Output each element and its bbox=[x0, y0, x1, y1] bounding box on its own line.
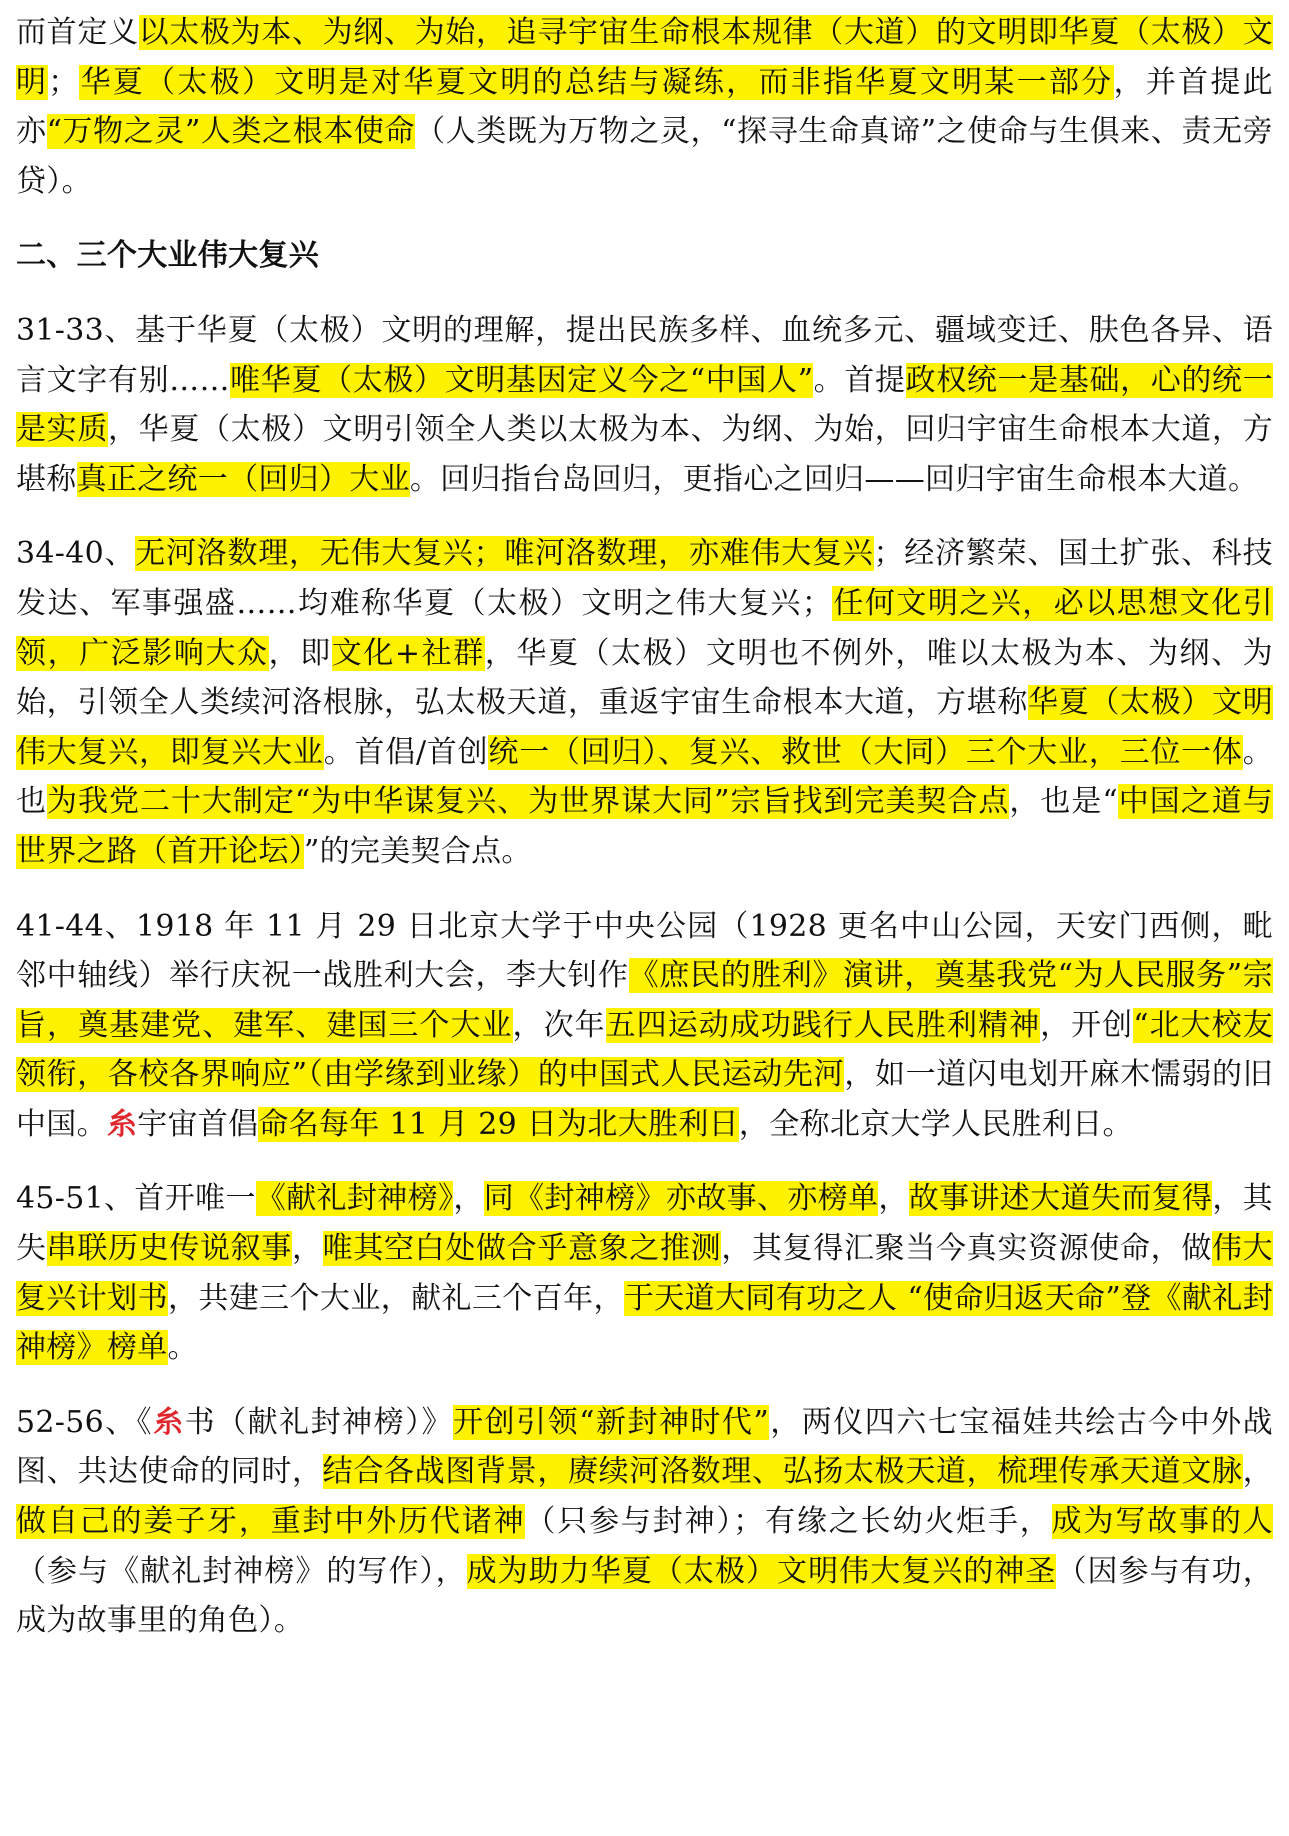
highlighted-text: 任何文明之兴，必以思想文化引领，广泛影响大众 bbox=[16, 585, 1273, 671]
section-heading bbox=[16, 231, 1273, 281]
highlighted-text: 成为助力华夏（太极）文明伟大复兴的神圣 bbox=[466, 1553, 1057, 1589]
highlighted-text: 故事讲述大道失而复得 bbox=[908, 1181, 1213, 1217]
highlighted-text: 开创引领“新封神时代” bbox=[453, 1404, 770, 1440]
text-segment: ，如一道闪电划开麻木懦弱的旧中国。 bbox=[16, 1057, 1273, 1142]
highlighted-text: “北大校友领衔，各校各界响应”（由学缘到业缘）的中国式人民运动先河 bbox=[16, 1007, 1273, 1093]
highlighted-text: 真正之统一（回归）大业 bbox=[76, 461, 410, 497]
paragraph-p45-51 bbox=[16, 1174, 1273, 1372]
text-segment: 。 bbox=[167, 1330, 198, 1366]
highlighted-text: 结合各战图背景，赓续河洛数理、弘扬太极天道，梳理传承天道文脉 bbox=[322, 1454, 1243, 1490]
highlighted-text: 唯其空白处做合乎意象之推测 bbox=[322, 1231, 722, 1267]
highlighted-text: 伟大复兴计划书 bbox=[16, 1231, 1273, 1316]
text-segment: 45-51、首开唯一 bbox=[16, 1181, 256, 1217]
text-segment: 二、三个大业伟大复兴 bbox=[16, 238, 319, 274]
text-segment: （人类既为万物之灵，“探寻生命真谛”之使命与生俱来、责无旁贷）。 bbox=[16, 114, 1273, 199]
highlighted-text: 华夏（太极）文明伟大复兴，即复兴大业 bbox=[16, 685, 1274, 770]
text-segment: ，两仪四六七宝福娃共绘古今中外战图、共达使命的同时， bbox=[16, 1404, 1273, 1490]
text-segment: ， bbox=[292, 1231, 323, 1267]
highlighted-text: 以太极为本、为纲、为始，追寻宇宙生命根本规律（大道）的文明即华夏（太极）文明 bbox=[16, 15, 1273, 100]
text-segment: ，也是“ bbox=[1009, 784, 1119, 820]
seal-logo-icon: ⽷ bbox=[153, 1404, 184, 1440]
highlighted-text: 无河洛数理，无伟大复兴；唯河洛数理，亦难伟大复兴 bbox=[135, 536, 874, 572]
highlighted-text: 统一（回归）、复兴、救世（大同）三个大业，三位一体 bbox=[488, 734, 1243, 770]
text-segment: 。回归指台岛回归，更指心之回归——回归宇宙生命根本大道。 bbox=[409, 461, 1259, 497]
text-segment: ，华夏（太极）文明引领全人类以太极为本、为纲、为始，回归宇宙生命根本大道，方堪称 bbox=[16, 412, 1273, 497]
text-segment: （参与《献礼封神榜》的写作）， bbox=[16, 1553, 467, 1589]
text-segment: （因参与有功，成为故事里的角色）。 bbox=[16, 1553, 1274, 1639]
highlighted-text: “万物之灵”人类之根本使命 bbox=[46, 114, 416, 150]
paragraph-p34-40 bbox=[16, 529, 1273, 876]
highlighted-text: 文化+社群 bbox=[331, 635, 485, 671]
text-segment: ，其复得汇聚当今真实资源使命，做 bbox=[721, 1231, 1212, 1267]
highlighted-text: 命名每年 11 月 29 日为北大胜利日 bbox=[258, 1106, 739, 1142]
highlighted-text: 《庶民的胜利》演讲，奠基我党“为人民服务”宗旨，奠基建党、建军、建国三个大业 bbox=[16, 958, 1274, 1043]
paragraph-p52-56 bbox=[16, 1398, 1273, 1646]
highlighted-text: 同《封神榜》亦故事、亦榜单 bbox=[483, 1181, 879, 1217]
paragraph-p41-44 bbox=[16, 902, 1273, 1150]
text-segment: 41-44、1918 年 11 月 29 日北京大学于中央公园（1928 更名中山公园，天安门西侧，毗邻中轴线）举行庆祝一战胜利大会，李大钊作 bbox=[16, 908, 1273, 994]
text-segment: ，共建三个大业，献礼三个百年， bbox=[167, 1280, 624, 1316]
text-segment: ，即 bbox=[268, 635, 332, 671]
highlighted-text: 中国之道与世界之路（首开论坛） bbox=[16, 784, 1273, 869]
text-segment: 。首倡/首创 bbox=[323, 734, 489, 770]
text-segment: ， bbox=[453, 1181, 484, 1217]
text-segment: ；经济繁荣、国土扩张、科技发达、军事强盛……均难称华夏（太极）文明之伟大复兴； bbox=[16, 536, 1273, 621]
highlighted-text: 政权统一是基础，心的统一是实质 bbox=[16, 362, 1273, 448]
highlighted-text: 成为写故事的人 bbox=[1051, 1504, 1273, 1540]
text-segment: ， bbox=[878, 1181, 909, 1217]
text-segment: ； bbox=[48, 64, 79, 100]
text-segment: 34-40、 bbox=[16, 536, 136, 572]
text-segment: 。也 bbox=[16, 734, 1273, 820]
text-segment: 宇宙首倡 bbox=[137, 1106, 259, 1142]
paragraph-p31-33 bbox=[16, 306, 1273, 504]
highlighted-text: 为我党二十大制定“为中华谋复兴、为世界谋大同”宗旨找到完美契合点 bbox=[47, 784, 1010, 820]
text-segment: ，华夏（太极）文明也不例外，唯以太极为本、为纲、为始，引领全人类续河洛根脉，弘太极天道，重返宇宙生命根本大道，方堪称 bbox=[16, 635, 1273, 721]
text-segment: ，其失 bbox=[16, 1181, 1273, 1267]
text-segment: ，全称北京大学人民胜利日。 bbox=[738, 1106, 1133, 1142]
text-segment: 52-56、《 bbox=[16, 1404, 154, 1440]
highlighted-text: 《献礼封神榜》 bbox=[255, 1181, 454, 1217]
text-segment: 书（献礼封神榜）》 bbox=[183, 1404, 454, 1440]
text-segment: ， bbox=[1242, 1454, 1273, 1490]
text-segment: 而首定义 bbox=[16, 15, 139, 50]
text-segment: ，并首提此亦 bbox=[16, 64, 1273, 150]
paragraph-intro bbox=[16, 8, 1273, 206]
highlighted-text: 唯华夏（太极）文明基因定义今之“中国人” bbox=[229, 362, 814, 398]
highlighted-text: 五四运动成功践行人民胜利精神 bbox=[605, 1007, 1041, 1043]
text-segment: （只参与封神）；有缘之长幼火炬手， bbox=[525, 1504, 1052, 1540]
highlighted-text: 华夏（太极）文明是对华夏文明的总结与凝练，而非指华夏文明某一部分 bbox=[78, 64, 1114, 100]
text-segment: ，开创 bbox=[1040, 1007, 1134, 1043]
highlighted-text: 串联历史传说叙事 bbox=[46, 1231, 292, 1267]
text-segment: 。首提 bbox=[813, 362, 906, 398]
text-segment: ，次年 bbox=[512, 1007, 606, 1043]
text-segment: 31-33、基于华夏（太极）文明的理解，提出民族多样、血统多元、疆域变迁、肤色各异、语言文字有别…… bbox=[16, 312, 1273, 398]
seal-logo-icon: ⽷ bbox=[106, 1106, 138, 1142]
highlighted-text: 于天道大同有功之人 “使命归返天命”登《献礼封神榜》榜单 bbox=[16, 1280, 1274, 1366]
highlighted-text: 做自己的姜子牙，重封中外历代诸神 bbox=[16, 1504, 526, 1540]
text-segment: ”的完美契合点。 bbox=[304, 833, 532, 869]
